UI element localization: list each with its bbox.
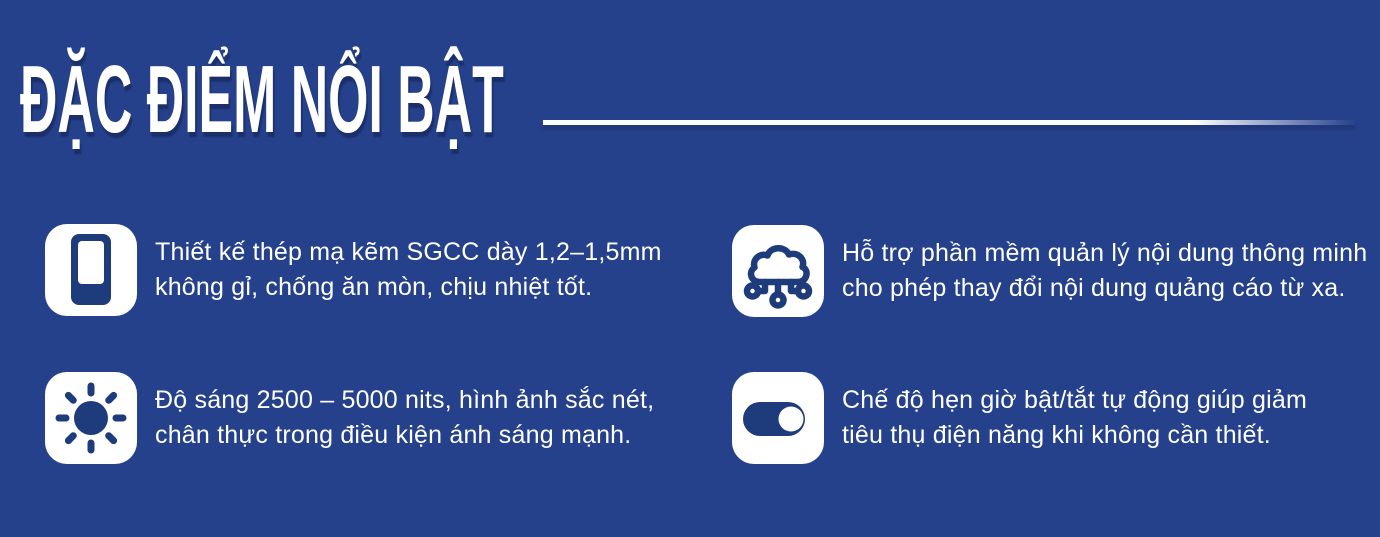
page-title: ĐẶC ĐIỂM NỔI BẬT [20,46,504,153]
feature-text-line: Thiết kế thép mạ kẽm SGCC dày 1,2–1,5mm [155,238,662,266]
feature-text [842,236,1367,306]
title-underline [543,120,1355,125]
feature-text [842,383,1307,453]
feature-text-line: cho phép thay đổi nội dung quảng cáo từ xa. [842,274,1346,302]
feature-text [155,235,662,305]
feature-icon-box [45,372,137,464]
feature-icon-box [732,372,824,464]
feature-text-line: không gỉ, chống ăn mòn, chịu nhiệt tốt. [155,273,593,301]
feature-text-line: tiêu thụ điện năng khi không cần thiết. [842,421,1271,449]
feature-item-material [45,224,662,316]
feature-item-cloud-cms [732,225,1367,317]
feature-text-line: Hỗ trợ phần mềm quản lý nội dung thông minh [842,239,1368,267]
feature-icon-box [732,225,824,317]
standee-display-icon [45,224,137,316]
feature-item-timer [732,372,1307,464]
feature-text [155,383,654,453]
feature-icon-box [45,224,137,316]
page-title-wrap [20,46,916,153]
cloud-network-icon [732,225,824,317]
feature-item-brightness [45,372,654,464]
feature-text-line: Chế độ hẹn giờ bật/tắt tự động giúp giảm [842,386,1308,414]
toggle-switch-icon [732,372,824,464]
feature-text-line: Độ sáng 2500 – 5000 nits, hình ảnh sắc nét, [155,386,655,414]
brightness-sun-icon [45,372,137,464]
feature-text-line: chân thực trong điều kiện ánh sáng mạnh. [155,421,632,449]
